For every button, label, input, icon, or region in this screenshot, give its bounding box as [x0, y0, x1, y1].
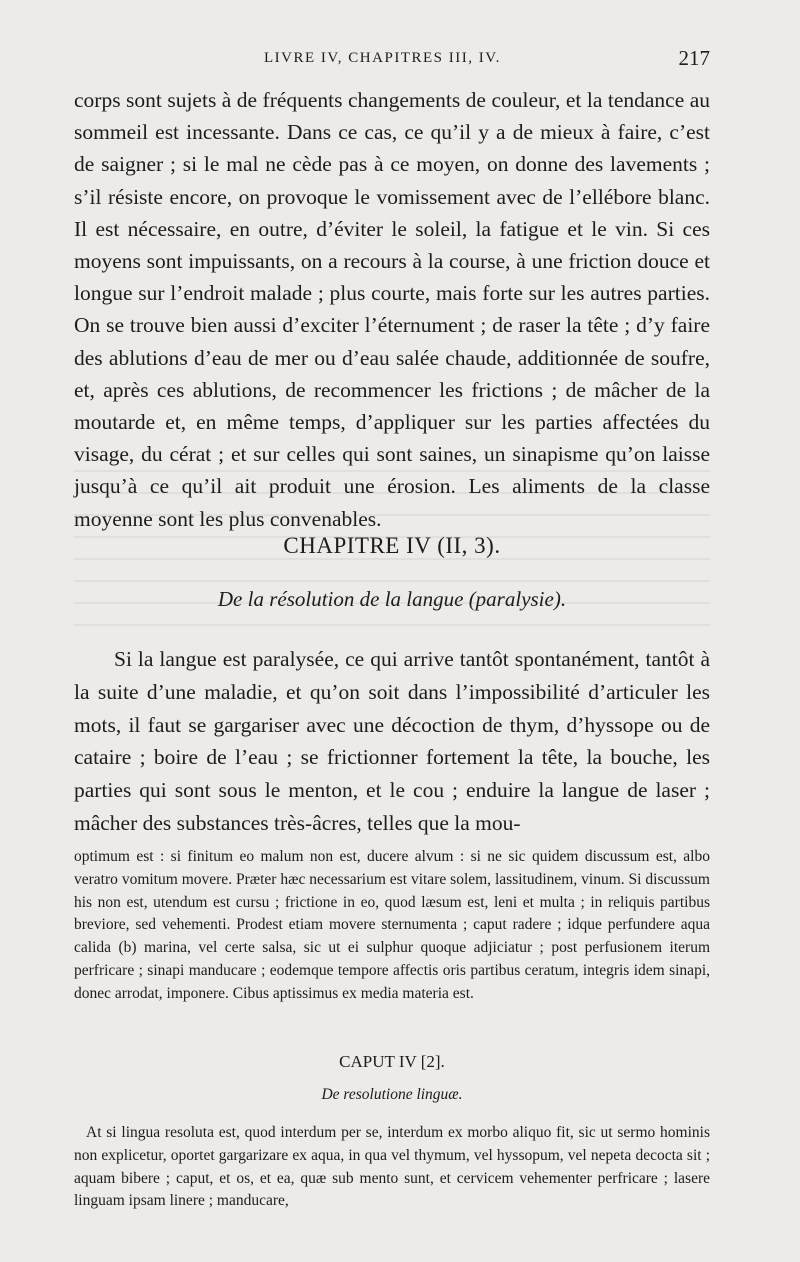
running-title: LIVRE IV, CHAPITRES III, IV.: [264, 50, 501, 66]
caput-subtitle: De resolutione linguæ.: [321, 1086, 463, 1103]
caput-title: CAPUT IV [2].: [339, 1052, 445, 1071]
chapter-subtitle: De la résolution de la langue (paralysie).: [217, 587, 567, 611]
page-number: 217: [678, 46, 710, 70]
latin-paragraph: optimum est : si finitum eo malum non est, ducere alvum : si ne sic quidem discussum est, albo veratro vomitum movere. Præter hæc necessarium est vitare solem, lassitudinem, vinum. Si discussum his non est, utendum est cursu ; frictione in eo, quod læsum est, leni et multa ; in reliquis partibus breviore, sed vehementi. Prodest etiam movere sternumenta ; caput radere ; idque perfundere aqua calida (b) marina, vel certe salsa, sic ut ei sulphur quoque adjiciatur ; post perfusionem iterum perfricare ; sinapi manducare ; eodemque tempore affectis oris partibus ceratum, integris idem sinapi, donec arrodat, imponere. Cibus aptissimus ex media materia est.: [74, 848, 710, 1002]
caput-paragraph: At si lingua resoluta est, quod interdum per se, interdum ex morbo aliquo fit, sic ut sermo hominis non explicetur, oportet gargarizare ex aqua, in qua vel thymum, vel hyssopum, vel nepeta decocta sit ; aquam bibere ; caput, et os, et ea, quæ sub mento sunt, et cervicem vehementer perfricare ; lasere linguam ipsam linere ; manducare,: [74, 1124, 710, 1210]
chapter-paragraph: Si la langue est paralysée, ce qui arrive tantôt spontanément, tantôt à la suite d’une maladie, et qu’on soit dans l’impossibilité d’articuler les mots, il faut se gargariser avec une décoction de thym, d’hyssope ou de cataire ; boire de l’eau ; se frictionner fortement la tête, la bouche, les parties qui sont sous le menton, et le cou ; enduire la langue de laser ; mâcher des substances très-âcres, telles que la mou-: [74, 647, 710, 835]
body-paragraph: corps sont sujets à de fréquents changements de couleur, et la tendance au sommeil est incessante. Dans ce cas, ce qu’il y a de mieux à faire, c’est de saigner ; si le mal ne cède pas à ce moyen, on donne des lavements ; s’il résiste encore, on provoque le vomissement avec de l’ellébore blanc. Il est nécessaire, en outre, d’éviter le soleil, la fatigue et le vin. Si ces moyens sont impuissants, on a recours à la course, à une friction douce et longue sur l’endroit malade ; plus courte, mais forte sur les autres parties. On se trouve bien aussi d’exciter l’éternument ; de raser la tête ; d’y faire des ablutions d’eau de mer ou d’eau salée chaude, additionnée de soufre, et, après ces ablutions, de recommencer les frictions ; de mâcher de la moutarde et, en même temps, d’appliquer sur les parties affectées du visage, du cérat ; et sur celles qui sont saines, un sinapisme qu’on laisse jusqu’à ce qu’il ait produit une érosion. Les aliments de la classe moyenne sont les plus convenables.: [74, 88, 710, 531]
french-body-text: [74, 84, 710, 535]
running-head: [74, 46, 710, 74]
chapter-title: CHAPITRE IV (II, 3).: [283, 533, 501, 558]
chapter-body: [74, 643, 710, 840]
latin-footer-text: [74, 846, 710, 1006]
caput-body: [74, 1122, 710, 1213]
